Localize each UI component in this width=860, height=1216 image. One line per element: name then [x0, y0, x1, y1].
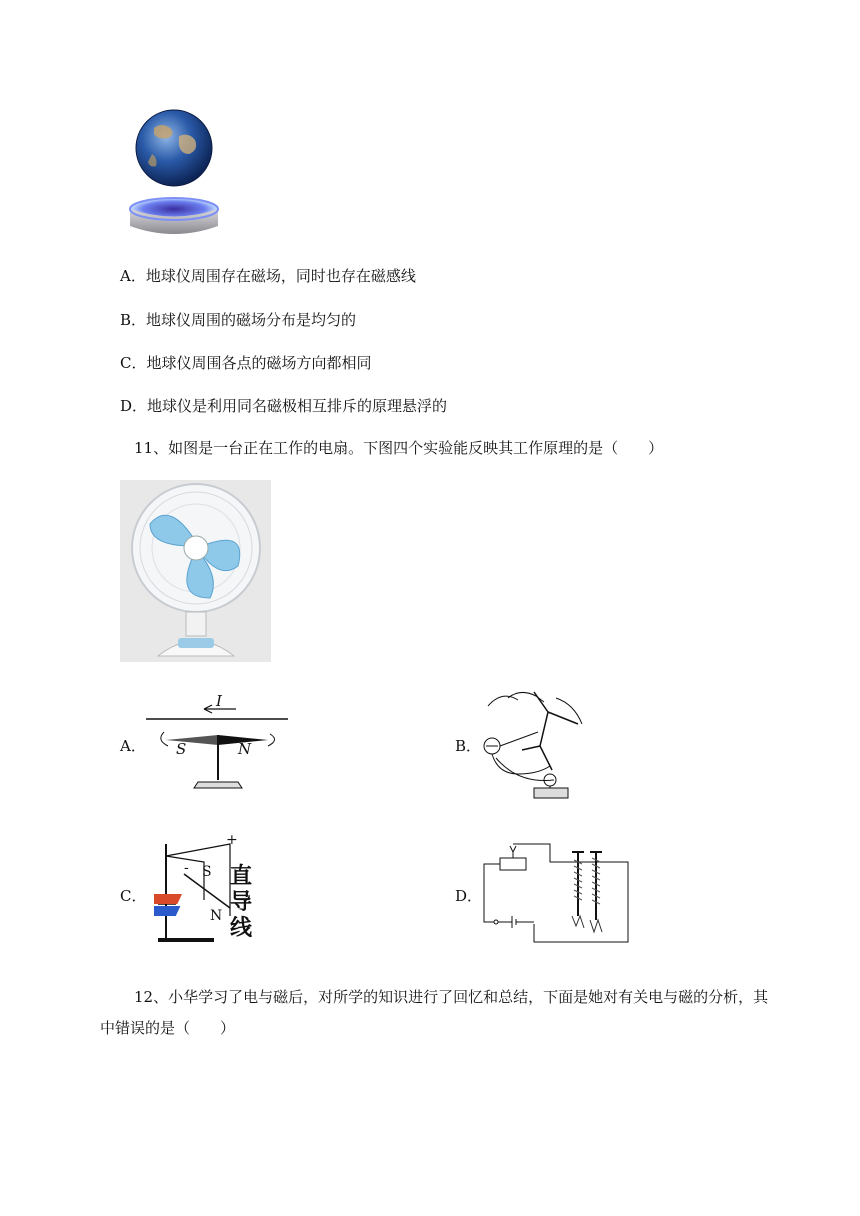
magnet-n-label: N — [210, 908, 223, 924]
electric-fan-image — [120, 480, 271, 662]
q11-figure-d — [480, 840, 630, 944]
compass-n-label: N — [238, 740, 252, 758]
compass-s-label: S — [176, 740, 187, 758]
q11-option-b-label: B． — [455, 737, 482, 755]
q11-figure-c — [154, 834, 258, 944]
wire-plus-label: + — [226, 832, 238, 848]
q11-option-c-label: C． — [120, 887, 147, 905]
maglev-globe-image — [124, 106, 224, 244]
q10-option-a: A．地球仪周围存在磁场，同时也存在磁感线 — [120, 267, 416, 285]
q11-option-a-label: A． — [120, 737, 146, 755]
q12-stem-line-1: 12、小华学习了电与磁后，对所学的知识进行了回忆和总结，下面是她对有关电与磁的分析，其 — [134, 988, 769, 1006]
q10-option-d: D．地球仪是利用同名磁极相互排斥的原理悬浮的 — [120, 397, 448, 415]
q10-option-b: B．地球仪周围的磁场分布是均匀的 — [120, 311, 357, 329]
q10-option-c: C．地球仪周围各点的磁场方向都相同 — [120, 354, 372, 372]
q11-stem: 11、如图是一台正在工作的电扇。下图四个实验能反映其工作原理的是（ ） — [134, 439, 664, 457]
magnet-s-label: S — [202, 864, 212, 880]
current-i-label: I — [216, 692, 222, 710]
q11-option-d-label: D． — [455, 887, 483, 905]
wire-minus-label: - — [184, 860, 189, 876]
q11-figure-a — [146, 692, 288, 790]
straight-wire-caption: 直 导 线 — [230, 864, 253, 941]
q12-stem-line-2: 中错误的是（ ） — [100, 1019, 236, 1037]
q11-figure-b — [478, 684, 588, 800]
